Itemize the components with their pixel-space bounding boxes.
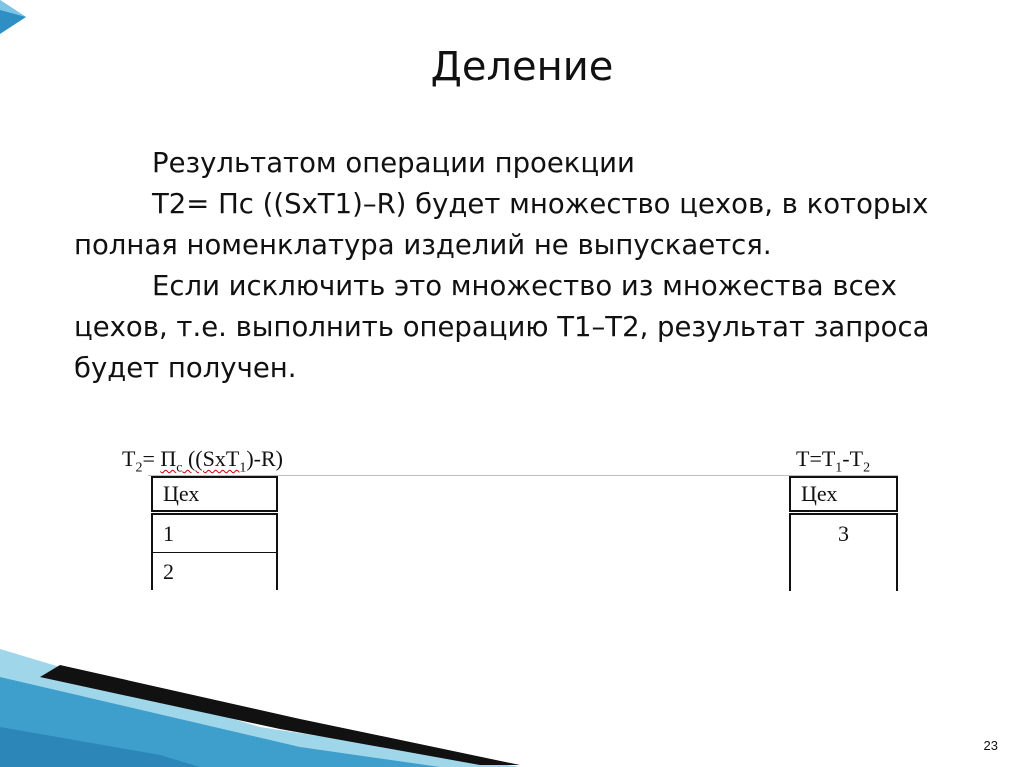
table-cell: 1	[152, 513, 277, 553]
right-result-table	[789, 476, 898, 591]
left-result-table	[151, 476, 278, 590]
table-header-row	[790, 477, 897, 513]
table-cell: 2	[152, 553, 277, 591]
table-header-cell: Цех	[790, 477, 897, 513]
formula-inline: T2= Пс ((SxT1)–R)	[152, 188, 407, 220]
paragraph-2: T2= Пс ((SxT1)–R) будет множество цехов, в которых полная номенклатура изделий не выпускается.	[74, 188, 929, 261]
table-row	[152, 553, 277, 591]
table-header-cell: Цех	[152, 477, 277, 513]
decorative-wave	[0, 637, 1024, 767]
right-table-formula: $T=T_1-T_2$	[796, 446, 871, 476]
left-table-formula: $T_2= П_c$ ((SxT$_1$)-R)	[122, 446, 283, 476]
table-row	[790, 513, 897, 592]
page-number: 23	[983, 738, 998, 753]
paragraph-1: Результатом операции проекции	[152, 147, 635, 179]
paragraph-3: Если исключить это множество из множества всех цехов, т.е. выполнить операцию T1–T2, результат запроса будет получен.	[74, 270, 930, 384]
body-text	[74, 143, 944, 389]
table-header-row	[152, 477, 277, 513]
table-cell: 3	[790, 513, 897, 592]
table-row	[152, 513, 277, 553]
slide-title: Деление	[430, 44, 614, 90]
corner-arrow-icon	[0, 0, 28, 34]
